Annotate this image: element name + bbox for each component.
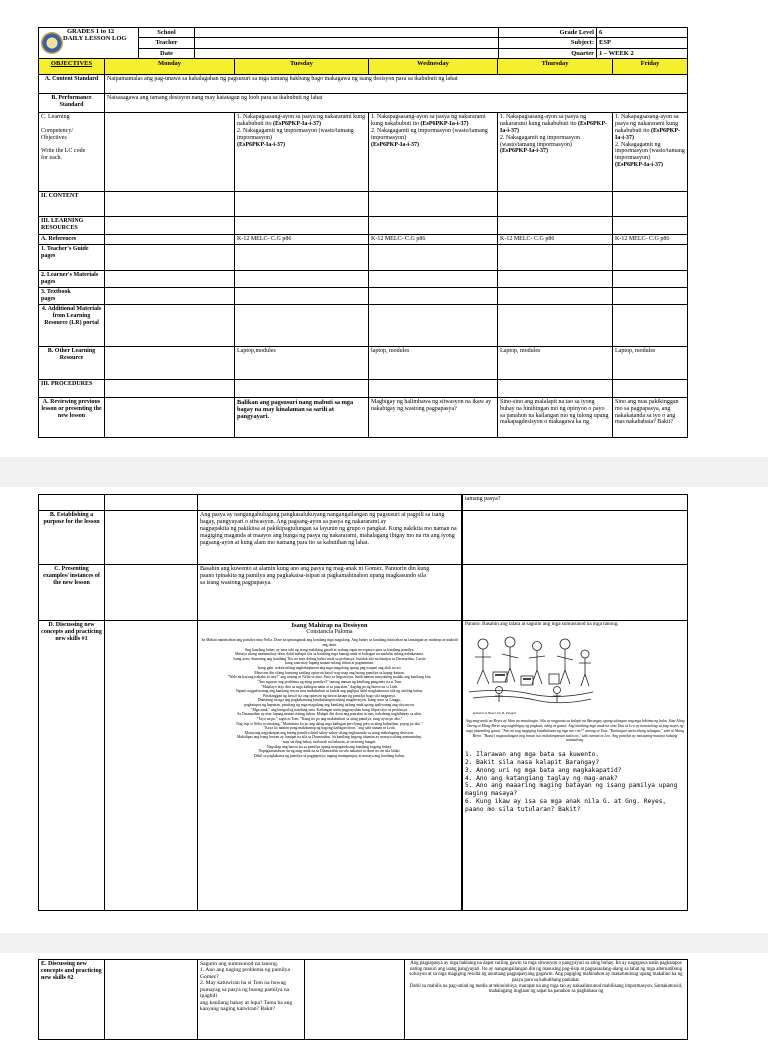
references-thursday: K-12 MELC- C.G p86 [498, 235, 613, 245]
additional-materials-label: 4. Additional Materials from Learning Resource (LR) portal [39, 304, 105, 346]
thursday-questions: 1. Ilarawan ang mga bata sa kuwento. 2. Bakit sila nasa kalapit Barangay? 3. Anong uri ng mga bata ang magkakapatid? 4. Ano ang katangiang taglay ng mag-anak? 5. Ano ang maaaring maging batayan ng isang pamilya upang maging masaya? 6. Kung ikaw ay isa sa mga anak nila G. at Gng. Reyes, paano mo sila tutularan? Bakit? [465, 751, 678, 813]
picture-credit: Iginuhit ni Basel Joy R. Pasquil [473, 710, 517, 715]
title-line-1: GRADES 1 to 12 [67, 28, 115, 35]
performance-standard-text: Naisasagawa ang tamang desisyon nang may katatagan ng loob para sa ikabubuti ng lahat [105, 94, 688, 113]
school-value [195, 28, 499, 38]
dll-page3-table [38, 959, 688, 1040]
discussing1-tuesday [198, 621, 462, 911]
thursday-caption: Ang mag-anak na Reyes ay likas na matulungin. Sila ay nagpunta sa kalapit na Barangay upang tulungan ang mga biktima ng baha. Sina Aling Oneng at Mang Berto ang nagbibigay ng pagkain, tubig at gamot. Ang kanilang mga anak na sina Tina at Leo ay tumutulong sa pag-aayos ng mga pinamiling gamit. "Ano na ang magiging kinabukasan ng mga tao rito?" tanong ni Tina. "Kailangan natin silang tulungan," sabi ni Mang Berto. "Basta't nagtutulungan ang bawat isa, malalampasan natin ito," sabi naman ni Leo. Ang pamilya ay masayang-masaya habang tumutulong. [465, 718, 685, 743]
procedures-label: III. PROCEDURES [39, 379, 105, 397]
presenting-tuesday: Basahin ang kuwento at alamin kung ano ang pasya ng mag-anak ni Gomez. Panuorin din kung paano ipinakita ng pamilya ang pagkakaisa-isipan at pagkamahinahon upang magkasundo sila sa isang wastong pagpapasya. [198, 565, 462, 621]
other-friday: Laptop, modules [613, 346, 688, 379]
subject-value: ESP [597, 38, 688, 48]
resources-label: III. LEARNING RESOURCES [39, 217, 105, 235]
tuesday-header: Tuesday [235, 59, 369, 75]
references-label: A. References [39, 235, 105, 245]
monday-header: Monday [105, 59, 235, 75]
competency-tuesday: 1. Nakapagsasang-ayon sa pasya ng nakararami kung nakabubuti ito (EsP6PKP-Ia-i-37) 2. Nakagagamit ng impormasyon (wasto/tamang impormasyon) (EsP6PKP-Ia-i-37) [235, 113, 369, 192]
other-resources-label: B. Other Learning Resource [39, 346, 105, 379]
competency-monday [105, 113, 235, 192]
friday-header: Friday [613, 59, 688, 75]
story-title: Isang Mahirap na Desisyon [291, 622, 368, 629]
teachers-guide-label: 1. Teacher's Guide pages [39, 245, 105, 271]
competency-label: C. Learning Competency/ Objectives Write the LC code for each. [39, 113, 105, 192]
discussing1-thursday [463, 621, 688, 911]
references-wednesday: K-12 MELC- C.G p86 [369, 235, 498, 245]
family-helping-illustration [465, 632, 597, 708]
discussing2-tuesday: Sagutin ang sumusunod na tanong. 1. Ano ang naging problema ng pamilya Gomez? 2. May katuwiran ba si Tom na huwag pumayag sa pasya ng buong pamilya na ipagbili ang kanilang bahay at lupa? Tama ba ang kanyang naging katwiran? Bakit? [198, 960, 305, 1040]
references-friday: K-12 MELC- C.G p86 [613, 235, 688, 245]
references-tuesday: K-12 MELC- C.G p86 [235, 235, 369, 245]
dll-title-cell [39, 28, 139, 60]
learners-materials-label: 2. Learner's Materials pages [39, 271, 105, 288]
subject-label: Subject: [499, 38, 597, 48]
teacher-value [195, 38, 499, 48]
reviewing-wednesday: Magbigay ng halimbawa ng sitwasyon na ikaw ay nakabigay ng wastong pagpapasya? [369, 397, 498, 437]
textbook-label: 3. Textbook pages [39, 287, 105, 304]
wednesday-header: Wednesday [369, 59, 498, 75]
reviewing-label: A. Reviewing previous lesson or presenting the new lesson [39, 397, 105, 437]
dll-page2-table [38, 494, 688, 911]
content-label: II. CONTENT [39, 192, 105, 217]
other-tuesday: Laptop,modules [235, 346, 369, 379]
establishing-tuesday: Ang pasya ay nangangahulugang pangkasalukuyang nangangailangan ng pagsusuri at pagpili sa isang bagay, pangyayari o sitwasyon. Ang pagsang-ayon sa pasya ng nakararami ay nagpapakita ng pakikiisa at pakikipagtulungan sa layunin ng grupo o pangkat. Kung nakikita mo naman na magiging maganda at maayos ang bunga ng pasya ng nakararami, mahalagang ibigay mo na rin ang iyong pagsang-ayon at kung alam mo namang para ito sa kabutihan ng lahat. [198, 511, 462, 565]
reviewing-friday: Sino ang mas pakikinggan mo sa pagpapasya, ang nakakatanda sa iyo o ang mas nakababata? Bakit? [613, 397, 688, 437]
page-gap-2 [0, 933, 768, 953]
school-label: School [139, 28, 195, 38]
reviewing-thursday-cont: tamang pasya? [463, 495, 688, 511]
discussing2-label: E. Discussing new concepts and practicing new skills #2 [39, 960, 105, 1040]
objectives-header: OBJECTIVES [39, 59, 105, 75]
thursday-header: Thursday [498, 59, 613, 75]
other-thursday: Laptop, modules [498, 346, 613, 379]
thursday-instruction: Panuto: Basahin ang talata at sagutin ang mga sumusunod na mga tanong. [465, 621, 619, 627]
reviewing-thursday: Sino-sino ang malalapit na tao sa iyong buhay na hinihingan mo ng opinyon o payo sa panahon na kailangan mo ng tulong upang makapagdesisyon o makagawa ka ng [498, 397, 613, 437]
dll-main-table [38, 58, 688, 438]
teacher-label: Teacher [139, 38, 195, 48]
presenting-label: C. Presenting examples/ instances of the new lesson [39, 565, 105, 621]
performance-standard-label: B. Performance Standard [39, 94, 105, 113]
establishing-label: B. Establishing a purpose for the lesson [39, 511, 105, 565]
discussing2-thursday: Ang pagpapasya ay mga hakbang na dapat suriing gawin sa mga sitwasyon o pangyayari sa ating buhay. Ito ay nagagawa natin pagkatapos nating masuri ang isang pangyayari. Ito ay nangangailangan din ng masusing pag-iisip at pagsasaalang-alang sa lahat ng mga alternatibong solusyon at sa mga magiging resulta ng anumang pagpapasyang gagawin. Ang pagiging mahinahon ay makatutulong upang makabuo ka ng pasya para sa kabutihang panlahat. Dahil sa mabilis na pag-unlad ng media at teknolohiya, marapat na ang mga tao ay nakaalinsunod mabilisang impormasyon. Samakatuwid, mahalagang ituglaan ng sapat na panahon sa pagbabasa ng [405, 960, 688, 1040]
grade-level-label: Grade Level [499, 28, 597, 38]
grade-level-value: 6 [597, 28, 688, 38]
content-standard-label: A. Content Standard [39, 75, 105, 94]
discussing1-label: D. Discussing new concepts and practicing new skills #1 [39, 621, 105, 911]
reviewing-tuesday: Balikan ang pagsusuri nang mabuti sa mga bagay na may kinalaman sa sarili at pangyayari. [235, 397, 369, 437]
story-author: Constancia Paloma [306, 629, 353, 636]
quarter-label: Quarter [499, 48, 597, 58]
quarter-value: 1 – WEEK 2 [597, 48, 688, 58]
story-body: Sa Makati naninirahan ang pamilya nina Nelia. Dose na ipinanganak ang kanilang mga magulang. Ang buhay sa kanilang tinitirahan na lansangan ay mahirap at makitid ang daan. Ang kanilang bahay ay nasa tabi ng isang malaking gusali at walang sapat na espasyo para sa kanilang pamilya. Masaya silang namumuhay doon dahil malapit sila sa kanilang mga kamag-anak at kaibigan na madalas nilang nakakasama. Isang araw, dumating ang kanilang Tito na may dalang balita mula sa probinsya. Inaalok sila na lumipat sa Dasmariñas, Cavite kung saan may lupang maaari nilang tirhan at pagtaniman. Isang gabi, nakita nilang nagkakaipunan ang mga magulang upang pag-usapan ang alok na ito. Mayroon din silang kanyang sariling opinyon kaya't nag-usap ang buong pamilya sa hapag-kainan. "Wala na kayong trabaho ni itay?" ang tanong ni Nelia sa ama. Puro sa lingon niya, hindi naman masyadong malaki ang kanilang kita. "Ano ngayon ang problema ng ating pamilya?" tanong naman ng kanilang panganay na si Tom. "Malalayo tayo dito sa mga kaibigan natin at sa paaralan," dagdag pa ng bunso na si Leah. Ngunit nagpaliwanag ang kanilang ina na mas makabubuti sa kanila ang paglipat dahil magkakaroon sila ng sariling bahay. Pinakinggan ng bawat isa ang opinyon ng bawat kasapi ng pamilya bago sila nagpasya. Dumating na nga ang pagkakataong kinakailangan nilang magdesisyon. Isang araw sa Linggo, pagkatapos ng hapunan, pinulong ng mga magulang ang kanilang tatlong anak upang ipaliwanag ang sitwasyon. "Mga anak," ang bungad ng kanilang ama. Kailangan natin pagpasyahan kung lilipat tayo sa probinsya. Sa Dasmariñas ay may lupang maaari nating tirhan. Malapit din doon ang paaralan at may trabahong naghihintay sa akin. "Tayo na po," sagot ni Tom. "Kung ito po ang makabubuti sa ating pamilya, sang-ayon po ako." Nag-isip si Nelia at sinabing, "Mamimiss ko po ang aking mga kaibigan pero kung para sa ating kabutihan, payag po ako." "Kaya ko naman pong makahanap ng bagong kaibigan doon," ang sabi naman ni Leah. Masayang nagyakapan ang buong pamilya dahil sabay-sabay silang nagkasundo sa isang mahalagang desisyon. Makalipas ang isang buwan ay lumipat na sila sa Dasmariñas. Sa kanilang bagong tahanan ay masaya silang namumuhay, may sariling bahay, malawak na bakuran, at sariwang hangin. Nagsikap ang bawat isa sa pamilya upang mapaganda ang kanilang bagong buhay. Napagkasunduan rin ng mag-anak na sa Dasmariñas na sila nakatira at doon na rin sila lalaki. Dahil sa pagkakaisa ng pamilya sa pagpapasya, naging matagumpay at masaya ang kanilang buhay. [201, 638, 458, 758]
other-wednesday: laptop, modules [369, 346, 498, 379]
competency-wednesday: 1. Nakapagsasang-ayon sa pasya ng nakararami kung nakabubuti ito (EsP6PKP-Ia-i-37) 2. Nakagagamit ng impormasyon (wasto/tamang impormasyon) (EsP6PKP-Ia-i-37) [369, 113, 498, 192]
competency-friday: 1. Nakapagsasang-ayon sa pasya ng nakararami kung nakabubuti ito (EsP6PKP-Ia-i-37) 2. Nakagagamit ng impormasyon (wasto/tamang impormasyon) (EsP6PKP-Ia-i-37) [613, 113, 688, 192]
competency-thursday: 1. Nakapagsasang-ayon sa pasya ng nakararami kung nakabubuti ito (EsP6PKP-Ia-i-37) 2. Nakagagamit ng impormasyon (wasto/tamang impormasyon) (EsP6PKP-Ia-i-37) [498, 113, 613, 192]
content-standard-text: Naipamamalas ang pag-unawa sa kahalagahan ng pagsusuri sa mga tamang hakbang bago makagawa ng isang desisyon para sa ikabubuti ng lahat [105, 75, 688, 94]
date-label: Date [139, 48, 195, 58]
deped-logo [41, 32, 63, 54]
title-line-2: DAILY LESSON LOG [63, 35, 127, 43]
page-gap-1 [0, 457, 768, 487]
dll-header-table [38, 27, 688, 60]
